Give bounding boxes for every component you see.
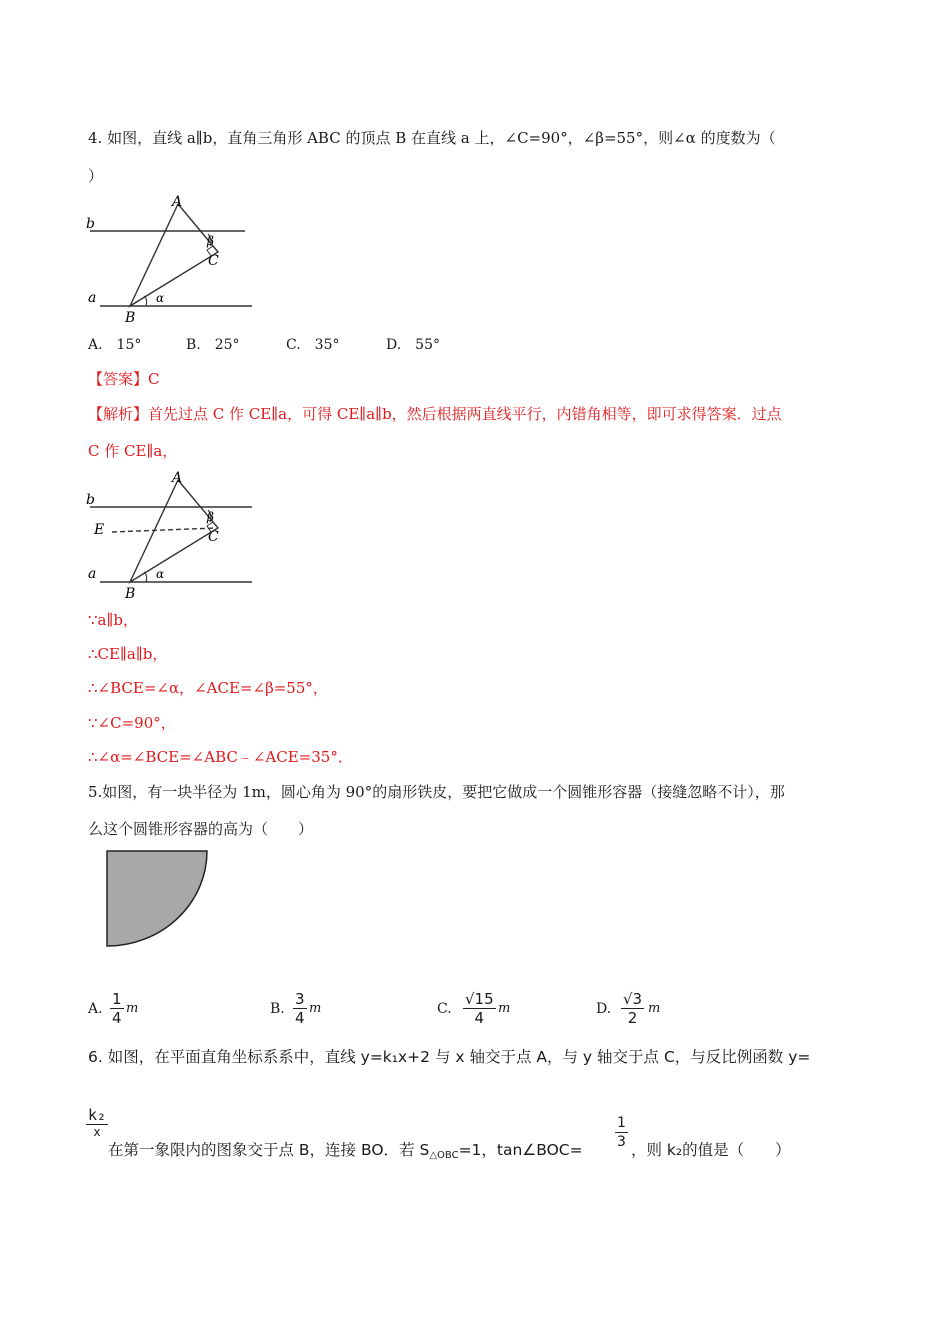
q5-sector-figure (104, 848, 212, 950)
q5-stem-line1: 5.如图，有一块半径为 1m，圆心角为 90°的扇形铁皮，要把它做成一个圆锥形容器（接缝忽略不计），那 (88, 783, 785, 801)
q5-option-b-fraction: 3 4 (295, 990, 305, 1027)
q6-stem-line1: 6. 如图，在平面直角坐标系系中，直线 y=k₁x+2 与 x 轴交于点 A，与 y 轴交于点 C，与反比例函数 y= (88, 1048, 811, 1066)
q4-analysis-figure (80, 466, 270, 601)
label-A: A (172, 194, 183, 210)
q5-option-d-fraction: √3 2 (623, 990, 643, 1027)
svg-text:A: A (172, 470, 183, 486)
q4-option-d[interactable]: D. 55° (386, 337, 440, 353)
label-E: E (94, 522, 105, 538)
q4-step-4: ∵∠C=90°， (88, 714, 176, 732)
label-B: B (125, 310, 136, 325)
q4-step-5: ∴∠α=∠BCE=∠ABC﹣∠ACE=35°． (88, 748, 353, 766)
q4-step-1: ∵a∥b， (88, 611, 139, 629)
q4-option-a[interactable]: A. 15° (88, 337, 142, 353)
svg-text:B: B (125, 586, 136, 601)
label-C: C (208, 253, 219, 269)
svg-text:b: b (86, 492, 95, 508)
q4-stem-line1: 4. 如图，直线 a∥b，直角三角形 ABC 的顶点 B 在直线 a 上，∠C=90°，∠β=55°，则∠α 的度数为（ (88, 129, 776, 147)
q4-figure (80, 190, 270, 325)
q4-step-3: ∴∠BCE=∠α，∠ACE=∠β=55°， (88, 679, 328, 697)
q6-stem-line2: 在第一象限内的图象交于点 B，连接 BO．若 $S_{\triangle OBC}=1$，tan∠BOC= (108, 1141, 583, 1161)
q6-k2-fraction: k₂ x (88, 1106, 107, 1139)
q5-stem-line2: 么这个圆锥形容器的高为（ ） (88, 820, 314, 838)
q6-tan-fraction: 1 3 (617, 1115, 626, 1150)
q4-answer: 【答案】C (88, 370, 160, 388)
q5-option-a-label[interactable]: A. (88, 1001, 103, 1017)
q5-option-d-label[interactable]: D. (596, 1001, 612, 1017)
svg-text:C: C (208, 529, 219, 545)
q6-stem-line2-end: ，则 k₂的值是（ ） (631, 1141, 791, 1159)
q5-option-c-label[interactable]: C. (437, 1001, 452, 1017)
dashed-line-ce (112, 528, 216, 532)
q4-option-c[interactable]: C. 35° (286, 337, 340, 353)
svg-text:α: α (156, 567, 165, 581)
svg-text:β: β (207, 510, 214, 524)
triangle-abc (130, 204, 218, 306)
q5-option-c-fraction: √15 4 (465, 990, 494, 1027)
q4-analysis-line1: 【解析】首先过点 C 作 CE∥a，可得 CE∥a∥b，然后根据两直线平行，内错角相等，即可求得答案．过点 (88, 405, 782, 423)
sector-shape (107, 851, 207, 946)
q5-option-a-fraction: 1 4 (112, 990, 122, 1027)
q4-analysis-line2: C 作 CE∥a， (88, 442, 178, 460)
label-a: a (88, 290, 97, 306)
q4-stem-line2: ） (88, 167, 104, 185)
q5-option-b-label[interactable]: B. (270, 1001, 285, 1017)
q4-step-2: ∴CE∥a∥b， (88, 645, 168, 663)
label-b: b (86, 216, 95, 232)
q4-option-b[interactable]: B. 25° (186, 337, 240, 353)
svg-text:a: a (88, 566, 97, 582)
label-beta: β (207, 234, 214, 248)
label-alpha: α (156, 291, 165, 305)
